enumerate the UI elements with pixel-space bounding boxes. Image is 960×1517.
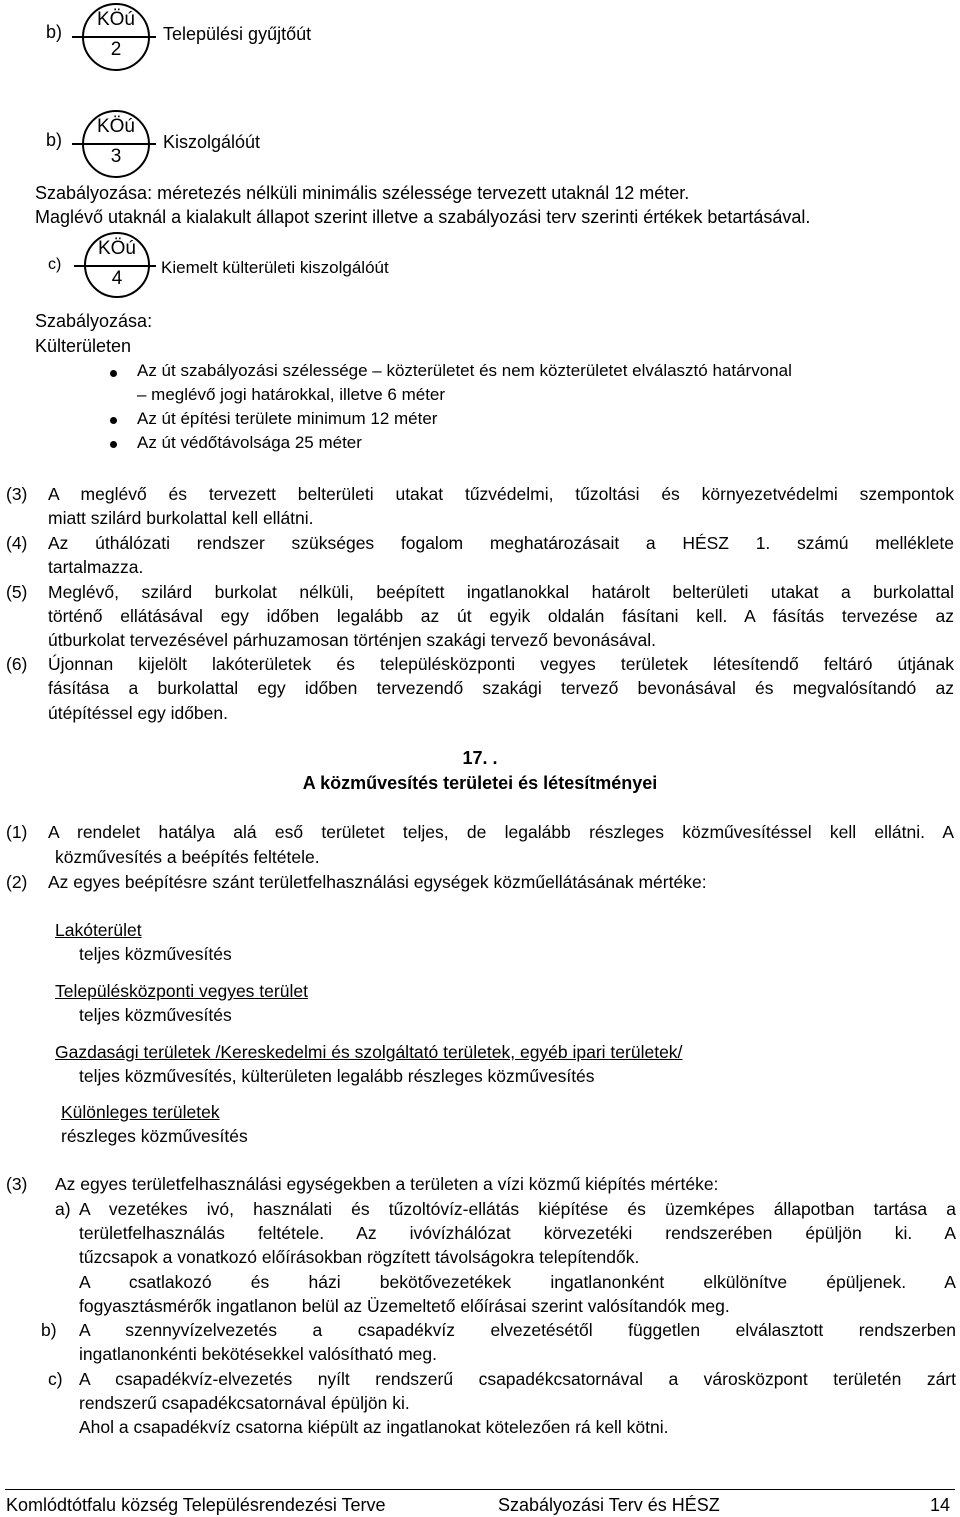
paragraph-line: Az úthálózati rendszer szükséges fogalom meghatározásait a HÉSZ 1. számú melléklete bbox=[48, 533, 954, 553]
bullet-text: Az út szabályozási szélessége – közterületet és nem közterületet elválasztó határvonal bbox=[137, 361, 792, 380]
paragraph-line: rendszerű csapadékcsatornával épüljön ki. bbox=[79, 1393, 410, 1413]
paragraph-line: Meglévő, szilárd burkolat nélküli, beépített ingatlanokkal határolt belterületi utakat a burkolattal bbox=[48, 582, 954, 602]
section-title: A közművesítés területei és létesítményei bbox=[302, 773, 658, 793]
zone-name: Lakóterület bbox=[55, 920, 142, 940]
regulation-text: Szabályozása: méretezés nélküli minimális szélessége tervezett utaknál 12 méter. bbox=[35, 183, 690, 203]
paragraph-number: (6) bbox=[6, 654, 28, 674]
paragraph-line: Ahol a csapadékvíz csatorna kiépült az ingatlanokat kötelezően rá kell kötni. bbox=[79, 1417, 669, 1437]
paragraph-line: tűzcsapok a vonatkozó előírásokban rögzített távolságokra telepítendők. bbox=[79, 1247, 640, 1267]
footer-divider bbox=[5, 1489, 955, 1490]
page-number: 14 bbox=[930, 1495, 951, 1515]
item-letter: b) bbox=[46, 22, 63, 42]
symbol-number: 2 bbox=[110, 39, 122, 60]
symbol-divider bbox=[84, 265, 150, 267]
road-label: Kiszolgálóút bbox=[163, 132, 261, 152]
zone-name: Különleges területek bbox=[61, 1102, 220, 1122]
bullet-icon bbox=[110, 417, 117, 424]
regulation-heading: Szabályozása: bbox=[35, 311, 153, 331]
paragraph-line: miatt szilárd burkolattal kell ellátni. bbox=[48, 508, 314, 528]
paragraph-line: Az egyes beépítésre szánt területfelhasználási egységek közműellátásának mértéke: bbox=[48, 872, 707, 892]
bullet-icon bbox=[110, 370, 117, 377]
paragraph-number: (3) bbox=[6, 1174, 28, 1194]
paragraph-line: közművesítés a beépítés feltétele. bbox=[55, 847, 320, 867]
paragraph-line: A meglévő és tervezett belterületi utakat tűzvédelmi, tűzoltási és környezetvédelmi szempontok bbox=[48, 484, 954, 504]
paragraph-line: A csapadékvíz-elvezetés nyílt rendszerű csapadékcsatornával a városközpont területén zárt bbox=[79, 1369, 956, 1389]
footer-section-title: Szabályozási Terv és HÉSZ bbox=[498, 1495, 720, 1515]
paragraph-line: fásítása a burkolattal egy időben tervezendő szakági tervező bevonásával és megvalósítandó az bbox=[48, 678, 954, 698]
symbol-code: KÖú bbox=[96, 9, 136, 30]
symbol-divider bbox=[82, 36, 150, 38]
paragraph-line: Az egyes területfelhasználási egységekben a területen a vízi közmű kiépítés mértéke: bbox=[55, 1174, 719, 1194]
item-letter: c) bbox=[48, 256, 62, 273]
zone-value: teljes közművesítés bbox=[79, 1005, 232, 1025]
bullet-text: – meglévő jogi határokkal, illetve 6 méter bbox=[137, 385, 446, 404]
zone-name: Gazdasági területek /Kereskedelmi és szolgáltató területek, egyéb ipari területek/ bbox=[55, 1042, 683, 1062]
road-label: Települési gyűjtőút bbox=[163, 24, 312, 44]
sub-letter: a) bbox=[55, 1199, 71, 1219]
paragraph-number: (5) bbox=[6, 582, 28, 602]
paragraph-number: (4) bbox=[6, 533, 28, 553]
zone-value: részleges közművesítés bbox=[61, 1126, 248, 1146]
regulation-subheading: Külterületen bbox=[35, 336, 132, 356]
symbol-number: 3 bbox=[110, 146, 122, 167]
paragraph-line: útburkolat tervezésével párhuzamosan történjen szakági tervező bevonásával. bbox=[48, 630, 656, 650]
footer-document-title: Komlódtótfalu község Településrendezési Terve bbox=[6, 1495, 386, 1515]
paragraph-line: A csatlakozó és házi bekötővezetékek ingatlanonként elkülönítve épüljenek. A bbox=[79, 1272, 956, 1292]
symbol-code: KÖú bbox=[96, 116, 136, 137]
bullet-text: Az út védőtávolsága 25 méter bbox=[137, 433, 362, 452]
paragraph-line: A szennyvízelvezetés a csapadékvíz elvezetésétől független elválasztott rendszerben bbox=[79, 1320, 956, 1340]
regulation-text: Maglévő utaknál a kialakult állapot szerint illetve a szabályozási terv szerinti értékek betartásával. bbox=[35, 207, 811, 227]
sub-letter: c) bbox=[48, 1369, 63, 1389]
symbol-code: KÖú bbox=[97, 238, 137, 259]
symbol-divider bbox=[82, 143, 150, 145]
paragraph-line: ingatlanonkénti bekötésekkel valósítható meg. bbox=[79, 1344, 438, 1364]
paragraph-line: A vezetékes ivó, használati és tűzoltóvíz-ellátás kiépítése és üzemképes állapotban tartása a bbox=[79, 1199, 956, 1219]
zone-name: Településközponti vegyes terület bbox=[55, 981, 308, 1001]
section-number: 17. . bbox=[462, 748, 498, 768]
symbol-number: 4 bbox=[111, 268, 123, 289]
paragraph-line: területfelhasználás feltétele. Az ivóvízhálózat körvezetéki rendszerében épüljön ki. A bbox=[79, 1223, 956, 1243]
sub-letter: b) bbox=[41, 1320, 57, 1340]
item-letter: b) bbox=[46, 130, 63, 150]
paragraph-number: (1) bbox=[6, 822, 28, 842]
paragraph-line: A rendelet hatálya alá eső területet teljes, de legalább részleges közművesítéssel kell ellátni. A bbox=[48, 822, 954, 842]
bullet-icon bbox=[110, 441, 117, 448]
paragraph-line: történő ellátásával egy időben legalább az út egyik oldalán fásítani kell. A fásítás tervezése az bbox=[48, 606, 954, 626]
road-label: Kiemelt külterületi kiszolgálóút bbox=[161, 258, 389, 277]
paragraph-line: tartalmazza. bbox=[48, 557, 144, 577]
paragraph-line: fogyasztásmérők ingatlanon belül az Üzemeltető előírásai szerint valósítandók meg. bbox=[79, 1296, 730, 1316]
paragraph-line: Újonnan kijelölt lakóterületek és településközponti vegyes területek létesítendő feltáró útjának bbox=[48, 654, 954, 674]
paragraph-number: (2) bbox=[6, 872, 28, 892]
paragraph-number: (3) bbox=[6, 484, 28, 504]
paragraph-line: útépítéssel egy időben. bbox=[48, 703, 228, 723]
zone-value: teljes közművesítés, külterületen legalább részleges közművesítés bbox=[79, 1066, 595, 1086]
zone-value: teljes közművesítés bbox=[79, 944, 232, 964]
bullet-text: Az út építési területe minimum 12 méter bbox=[137, 409, 438, 428]
